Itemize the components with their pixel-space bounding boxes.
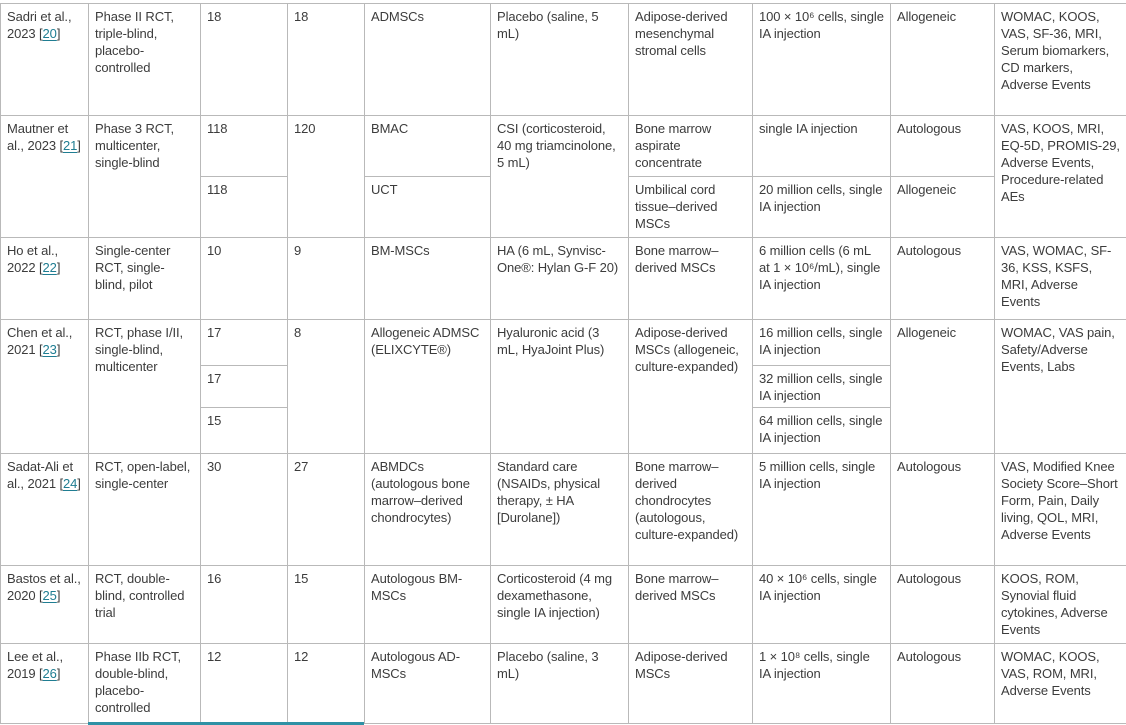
n-control-cell: 8 [288,320,365,454]
source-cell: Autologous [891,116,995,177]
study-text: ] [57,26,61,41]
study-cell [1,454,89,566]
study-text: Bastos et al., 2020 [ [7,571,81,603]
source-cell: Autologous [891,238,995,320]
study-cell [1,116,89,238]
design-cell: Single-center RCT, single-blind, pilot [89,238,201,320]
design-cell: RCT, double-blind, controlled trial [89,566,201,644]
dose-cell: 16 million cells, single IA injection [753,320,891,366]
study-cell [1,4,89,116]
intervention-cell: UCT [365,177,491,238]
cell-type-cell: Bone marrow–derived MSCs [629,566,753,644]
study-text: Lee et al., 2019 [ [7,649,63,681]
n-control-cell: 15 [288,566,365,644]
table-row-sadri [1,4,1126,116]
cell-type-cell: Adipose-derived MSCs [629,644,753,724]
source-cell: Autologous [891,454,995,566]
study-text: ] [57,342,61,357]
study-text: Ho et al., 2022 [ [7,243,58,275]
design-cell: RCT, phase I/II, single-blind, multicenter [89,320,201,454]
study-cell [1,566,89,644]
intervention-cell: BMAC [365,116,491,177]
n-intervention-cell: 30 [201,454,288,566]
dose-cell: 5 million cells, single IA injection [753,454,891,566]
cell-type-cell: Bone marrow–derived MSCs [629,238,753,320]
comparator-cell: Hyaluronic acid (3 mL, HyaJoint Plus) [491,320,629,454]
study-cell [1,644,89,724]
cell-type-cell: Adipose-derived mesenchymal stromal cells [629,4,753,116]
study-text: Chen et al., 2021 [ [7,325,72,357]
n-intervention-cell: 18 [201,4,288,116]
comparator-cell: CSI (corticosteroid, 40 mg triamcinolone, 5 mL) [491,116,629,238]
paper-table-page [0,3,1126,725]
n-intervention-cell: 17 [201,366,288,408]
reference-link[interactable]: 25 [43,588,57,603]
source-cell: Autologous [891,644,995,724]
dose-cell: 100 × 10⁶ cells, single IA injection [753,4,891,116]
clinical-trials-table [0,3,1126,724]
table-body [1,4,1126,724]
study-text: Sadat-Ali et al., 2021 [ [7,459,73,491]
study-cell [1,238,89,320]
n-control-cell: 27 [288,454,365,566]
dose-cell: 6 million cells (6 mL at 1 × 10⁶/mL), single IA injection [753,238,891,320]
study-text: ] [57,588,61,603]
design-cell: Phase IIb RCT, double-blind, placebo-controlled [89,644,201,724]
outcomes-cell: VAS, KOOS, MRI, EQ-5D, PROMIS-29, Adverse Events, Procedure-related AEs [995,116,1126,238]
source-cell: Allogeneic [891,177,995,238]
table-row-bastos [1,566,1126,644]
outcomes-cell: VAS, WOMAC, SF-36, KSS, KSFS, MRI, Adverse Events [995,238,1126,320]
reference-link[interactable]: 24 [63,476,77,491]
reference-link[interactable]: 22 [43,260,57,275]
comparator-cell: Placebo (saline, 3 mL) [491,644,629,724]
outcomes-cell: WOMAC, VAS pain, Safety/Adverse Events, Labs [995,320,1126,454]
source-cell: Allogeneic [891,4,995,116]
dose-cell: 40 × 10⁶ cells, single IA injection [753,566,891,644]
reference-link[interactable]: 20 [43,26,57,41]
n-intervention-cell: 10 [201,238,288,320]
n-intervention-cell: 12 [201,644,288,724]
reference-link[interactable]: 26 [43,666,57,681]
cell-type-cell: Bone marrow–derived chondrocytes (autologous, culture-expanded) [629,454,753,566]
cell-type-cell: Bone marrow aspirate concentrate [629,116,753,177]
outcomes-cell: WOMAC, KOOS, VAS, ROM, MRI, Adverse Events [995,644,1126,724]
dose-cell: 32 million cells, single IA injection [753,366,891,408]
dose-cell: 64 million cells, single IA injection [753,408,891,454]
study-text: ] [57,666,61,681]
source-cell: Allogeneic [891,320,995,454]
n-control-cell: 9 [288,238,365,320]
comparator-cell: Placebo (saline, 5 mL) [491,4,629,116]
cell-type-cell: Adipose-derived MSCs (allogeneic, culture-expanded) [629,320,753,454]
study-text: ] [77,476,81,491]
design-cell: Phase 3 RCT, multicenter, single-blind [89,116,201,238]
n-control-cell: 120 [288,116,365,238]
study-text: Mautner et al., 2023 [ [7,121,68,153]
n-intervention-cell: 118 [201,177,288,238]
intervention-cell: ADMSCs [365,4,491,116]
intervention-cell: ABMDCs (autologous bone marrow–derived chondrocytes) [365,454,491,566]
dose-cell: 20 million cells, single IA injection [753,177,891,238]
intervention-cell: BM-MSCs [365,238,491,320]
design-cell: Phase II RCT, triple-blind, placebo-controlled [89,4,201,116]
table-row-mautner-bmac [1,116,1126,177]
source-cell: Autologous [891,566,995,644]
comparator-cell: HA (6 mL, Synvisc-One®: Hylan G-F 20) [491,238,629,320]
study-cell [1,320,89,454]
outcomes-cell: WOMAC, KOOS, VAS, SF-36, MRI, Serum biomarkers, CD markers, Adverse Events [995,4,1126,116]
intervention-cell: Allogeneic ADMSC (ELIXCYTE®) [365,320,491,454]
table-row-chen-low-dose [1,320,1126,366]
intervention-cell: Autologous AD-MSCs [365,644,491,724]
intervention-cell: Autologous BM-MSCs [365,566,491,644]
n-intervention-cell: 16 [201,566,288,644]
n-control-cell: 18 [288,4,365,116]
table-row-lee [1,644,1126,724]
study-text: ] [57,260,61,275]
n-intervention-cell: 17 [201,320,288,366]
n-intervention-cell: 15 [201,408,288,454]
comparator-cell: Corticosteroid (4 mg dexamethasone, single IA injection) [491,566,629,644]
reference-link[interactable]: 21 [63,138,77,153]
outcomes-cell: KOOS, ROM, Synovial fluid cytokines, Adverse Events [995,566,1126,644]
dose-cell: 1 × 10⁸ cells, single IA injection [753,644,891,724]
outcomes-cell: VAS, Modified Knee Society Score–Short Form, Pain, Daily living, QOL, MRI, Adverse Events [995,454,1126,566]
table-row-ho [1,238,1126,320]
n-control-cell: 12 [288,644,365,724]
dose-cell: single IA injection [753,116,891,177]
cell-type-cell: Umbilical cord tissue–derived MSCs [629,177,753,238]
table-row-sadat-ali [1,454,1126,566]
study-text: Sadri et al., 2023 [ [7,9,71,41]
comparator-cell: Standard care (NSAIDs, physical therapy, ± HA [Durolane]) [491,454,629,566]
study-text: ] [77,138,81,153]
n-intervention-cell: 118 [201,116,288,177]
reference-link[interactable]: 23 [43,342,57,357]
design-cell: RCT, open-label, single-center [89,454,201,566]
